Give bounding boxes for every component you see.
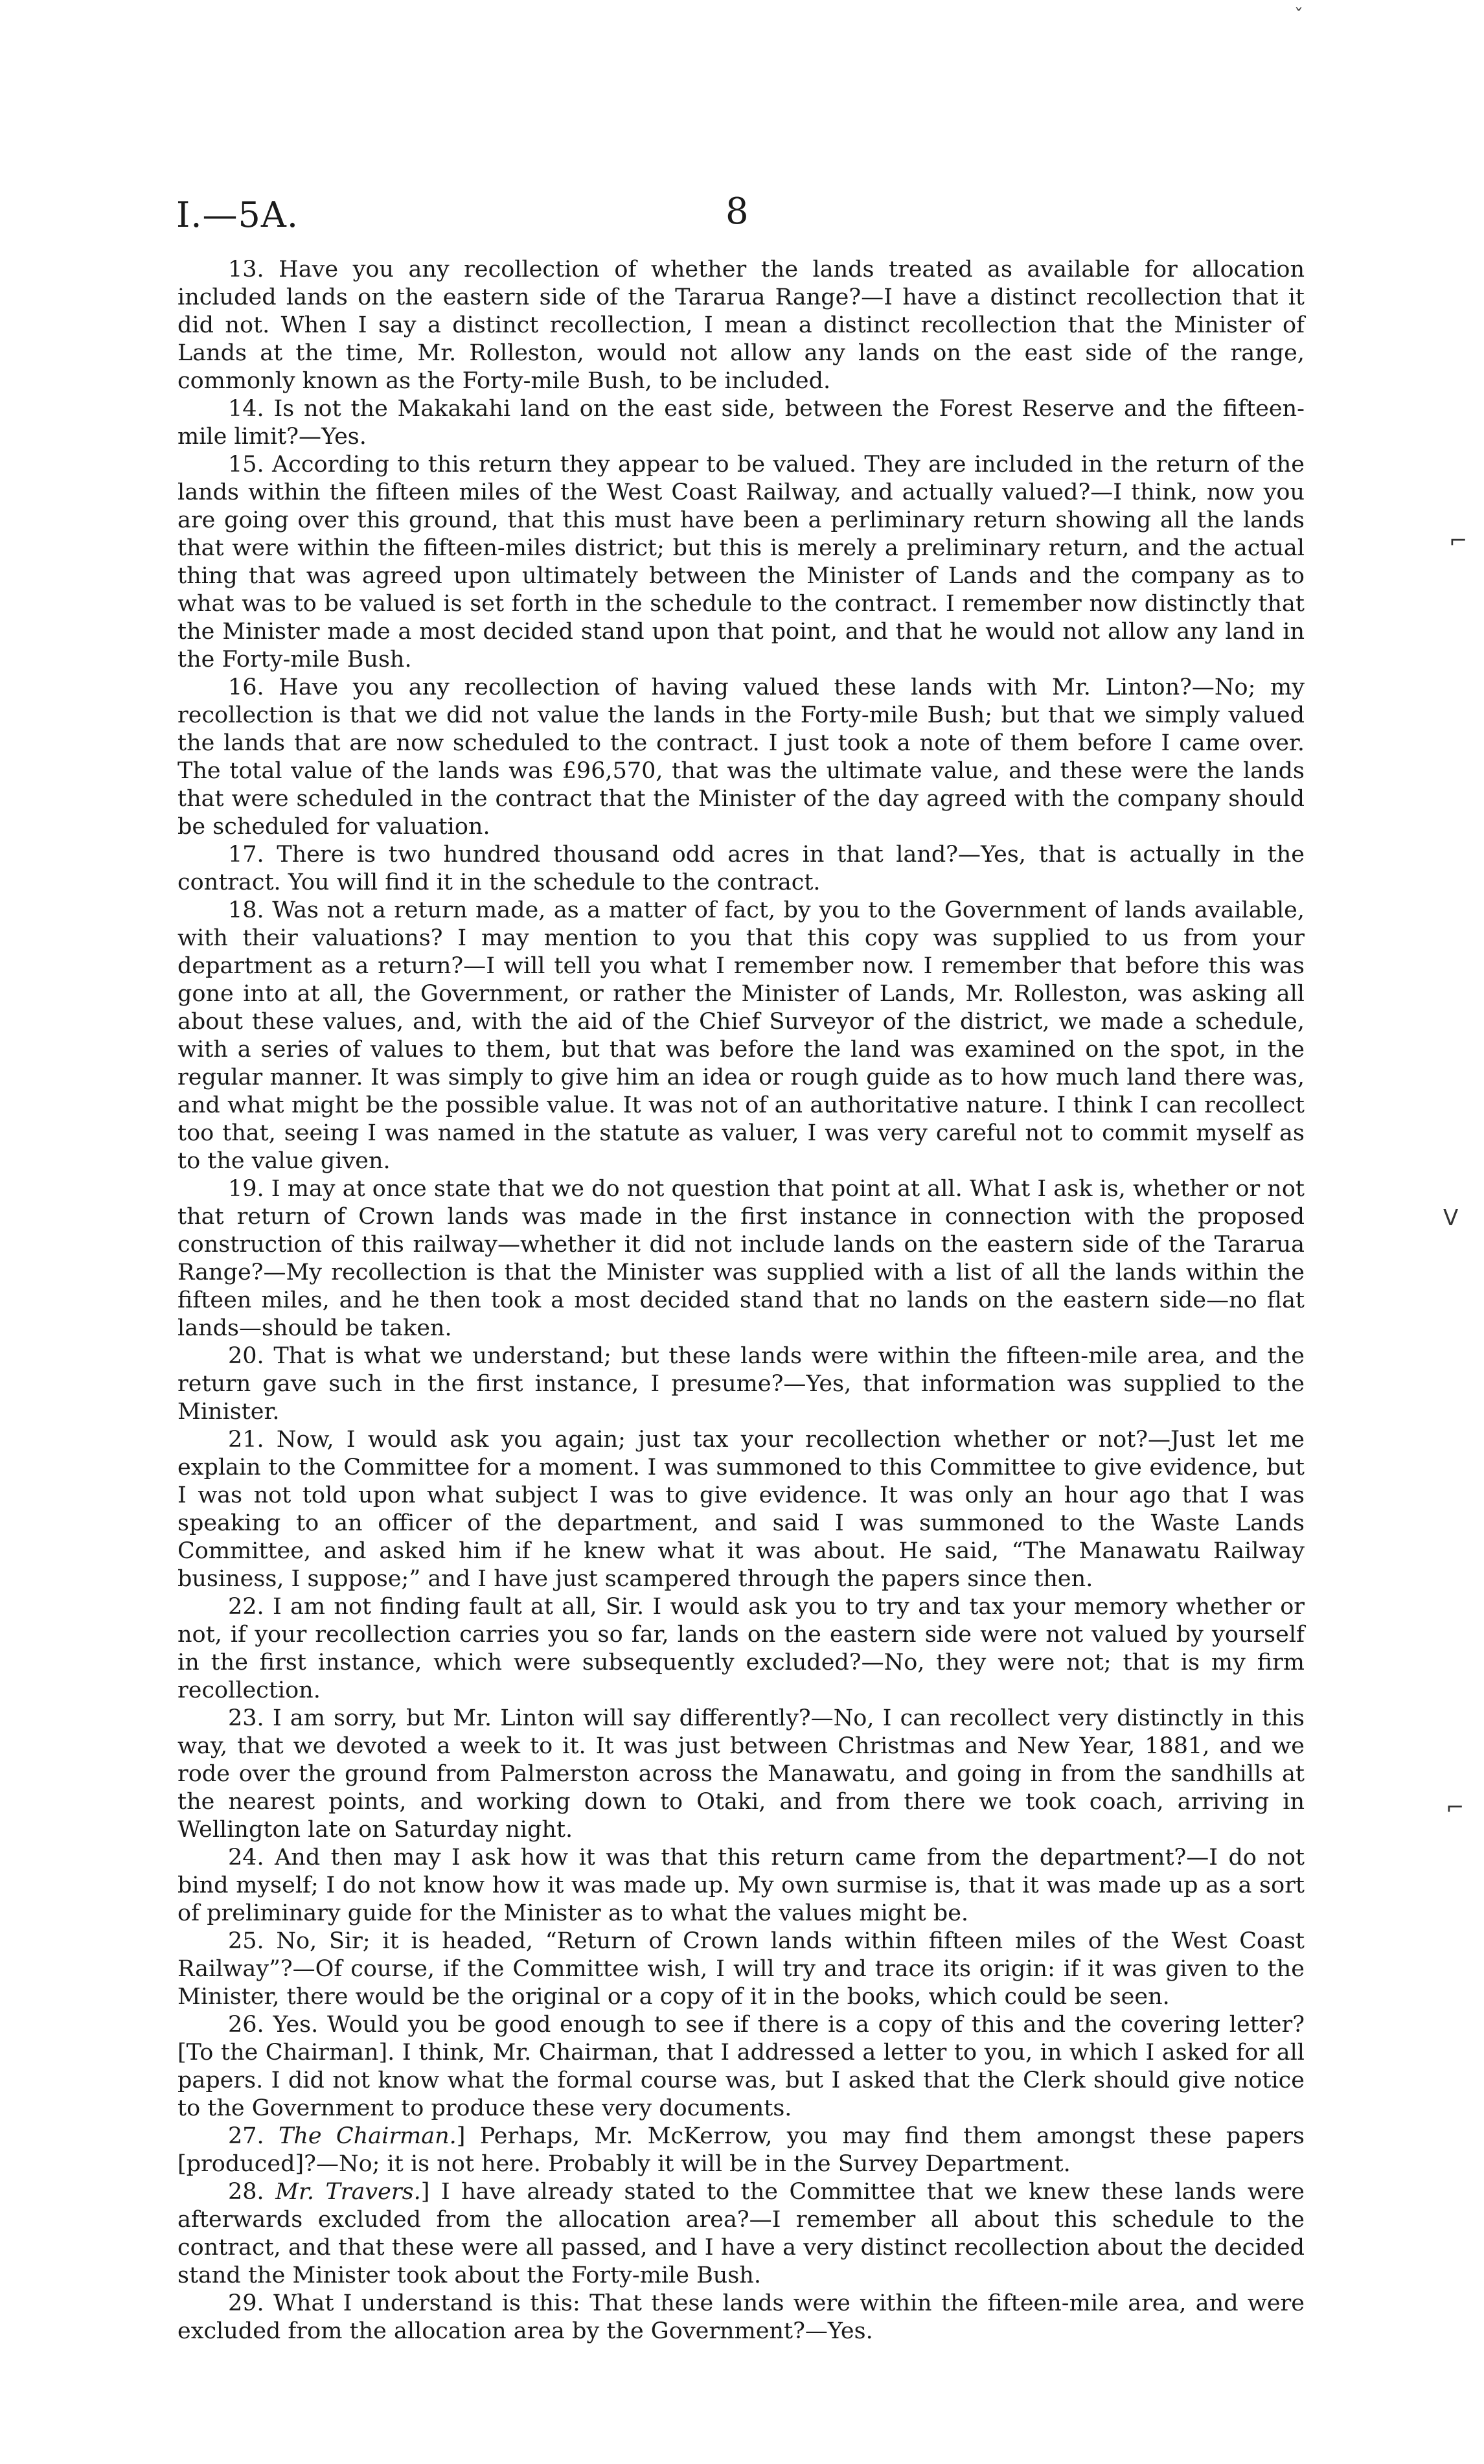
question-18: 18. Was not a return made, as a matter of fact, by you to the Government of lands available, with their valuations? I may mention to you that this copy was supplied to us from your department as a return?—I will tell you what I remember now. I remember that before this was gone into at all, the Government, or rather the Minister of Lands, Mr. Rolleston, was asking all about these values, and, with the aid of the Chief Surveyor of the district, we made a schedule, with a series of values to them, but that was before the land was examined on the spot, in the regular manner. It was simply to give him an idea or rough guide as to how much land there was, and what might be the possible value. It was not of an authoritative nature. I think I can recollect too that, seeing I was named in the statute as valuer, I was very careful not to commit myself as to the value given. (177, 897, 1305, 1174)
margin-mark: ⌐ (1449, 528, 1468, 554)
question-27 (177, 2123, 1305, 2178)
question-19: 19. I may at once state that we do not question that point at all. What I ask is, whether or not that return of Crown lands was made in the first instance in connection with the proposed construction of this railway—whether it did not include lands on the eastern side of the Tararua Range?—My recollection is that the Minister was supplied with a list of all the lands within the fifteen miles, and he then took a most decided stand that no lands on the eastern side—no flat lands—should be taken. (177, 1176, 1305, 1341)
question-17: 17. There is two hundred thousand odd acres in that land?—Yes, that is actually in the contract. You will find it in the schedule to the contract. (177, 842, 1305, 895)
speaker-name: The Chairman. (279, 2123, 457, 2149)
evidence-body (177, 256, 1305, 2345)
question-28 (177, 2178, 1305, 2290)
question-13: 13. Have you any recollection of whether the lands treated as available for allocation included lands on the eastern side of the Tararua Range?—I have a distinct recollection that it did not. When I say a distinct recollection, I mean a distinct recollection that the Minister of Lands at the time, Mr. Rolleston, would not allow any lands on the east side of the range, commonly known as the Forty-mile Bush, to be included. (177, 257, 1305, 394)
question-24: 24. And then may I ask how it was that this return came from the department?—I do not bind myself; I do not know how it was made up. My own surmise is, that it was made up as a sort of preliminary guide for the Minister as to what the values might be. (177, 1845, 1305, 1926)
speaker-name: Mr. Travers. (275, 2179, 421, 2205)
question-20: 20. That is what we understand; but these lands were within the fifteen-mile area, and the return gave such in the first instance, I presume?—Yes, that information was supplied to the Minister. (177, 1343, 1305, 1425)
margin-mark: ᐯ (1443, 1205, 1459, 1231)
question-number: 27. (228, 2123, 279, 2149)
question-number: 28. (228, 2179, 276, 2205)
question-text: ] I have already stated to the Committee that we knew these lands were afterwards excluded from the allocation area?—I remember all about this schedule to the contract, and that these were all passed, and I have a very distinct recollection about the decided stand the Minister took about the Forty-mile Bush. (177, 2179, 1305, 2288)
question-22: 22. I am not finding fault at all, Sir. I would ask you to try and tax your memory whether or not, if your recollection carries you so far, lands on the eastern side were not valued by yourself in the first instance, which were subsequently excluded?—No, they were not; that is my firm recollection. (177, 1594, 1305, 1703)
margin-mark: ˇ (1294, 5, 1303, 27)
question-15: 15. According to this return they appear to be valued. They are included in the return of the lands within the fifteen miles of the West Coast Railway, and actually valued?—I think, now you are going over this ground, that this must have been a perliminary return showing all the lands that were within the fifteen-miles district; but this is merely a preliminary return, and the actual thing that was agreed upon ultimately between the Minister of Lands and the company as to what was to be valued is set forth in the schedule to the contract. I remember now distinctly that the Minister made a most decided stand upon that point, and that he would not allow any land in the Forty-mile Bush. (177, 452, 1305, 673)
question-26: 26. Yes. Would you be good enough to see if there is a copy of this and the covering letter? [To the Chairman]. I think, Mr. Chairman, that I addressed a letter to you, in which I asked for all papers. I did not know what the formal course was, but I asked that the Clerk should give notice to the Government to produce these very documents. (177, 2012, 1305, 2121)
question-23: 23. I am sorry, but Mr. Linton will say differently?—No, I can recollect very distinctly in this way, that we devoted a week to it. It was just between Christmas and New Year, 1881, and we rode over the ground from Palmerston across the Manawatu, and going in from the sandhills at the nearest points, and working down to Otaki, and from there we took coach, arriving in Wellington late on Saturday night. (177, 1705, 1305, 1843)
question-14: 14. Is not the Makakahi land on the east side, between the Forest Reserve and the fifteen-mile limit?—Yes. (177, 396, 1305, 450)
margin-mark: ⌐ (1446, 1795, 1465, 1821)
question-16: 16. Have you any recollection of having valued these lands with Mr. Linton?—No; my recollection is that we did not value the lands in the Forty-mile Bush; but that we simply valued the lands that are now scheduled to the contract. I just took a note of them before I came over. The total value of the lands was £96,570, that was the ultimate value, and these were the lands that were scheduled in the contract that the Minister of the day agreed with the company should be scheduled for valuation. (177, 674, 1305, 840)
page-number: 8 (725, 190, 749, 233)
question-25: 25. No, Sir; it is headed, “Return of Crown lands within fifteen miles of the West Coast Railway”?—Of course, if the Committee wish, I will try and trace its origin: if it was given to the Minister, there would be the original or a copy of it in the books, which could be seen. (177, 1928, 1305, 2010)
question-21: 21. Now, I would ask you again; just tax your recollection whether or not?—Just let me explain to the Committee for a moment. I was summoned to this Committee to give evidence, but I was not told upon what subject I was to give evidence. It was only an hour ago that I was speaking to an officer of the department, and said I was summoned to the Waste Lands Committee, and asked him if he knew what it was about. He said, “The Manawatu Railway business, I suppose;” and I have just scampered through the papers since then. (177, 1427, 1305, 1592)
question-29: 29. What I understand is this: That these lands were within the fifteen-mile area, and were excluded from the allocation area by the Government?—Yes. (177, 2290, 1305, 2344)
question-text: ] Perhaps, Mr. McKerrow, you may find them amongst these papers [produced]?—No; it is not here. Probably it will be in the Survey Department. (177, 2123, 1305, 2177)
paper-reference: I.—5A. (176, 194, 299, 235)
